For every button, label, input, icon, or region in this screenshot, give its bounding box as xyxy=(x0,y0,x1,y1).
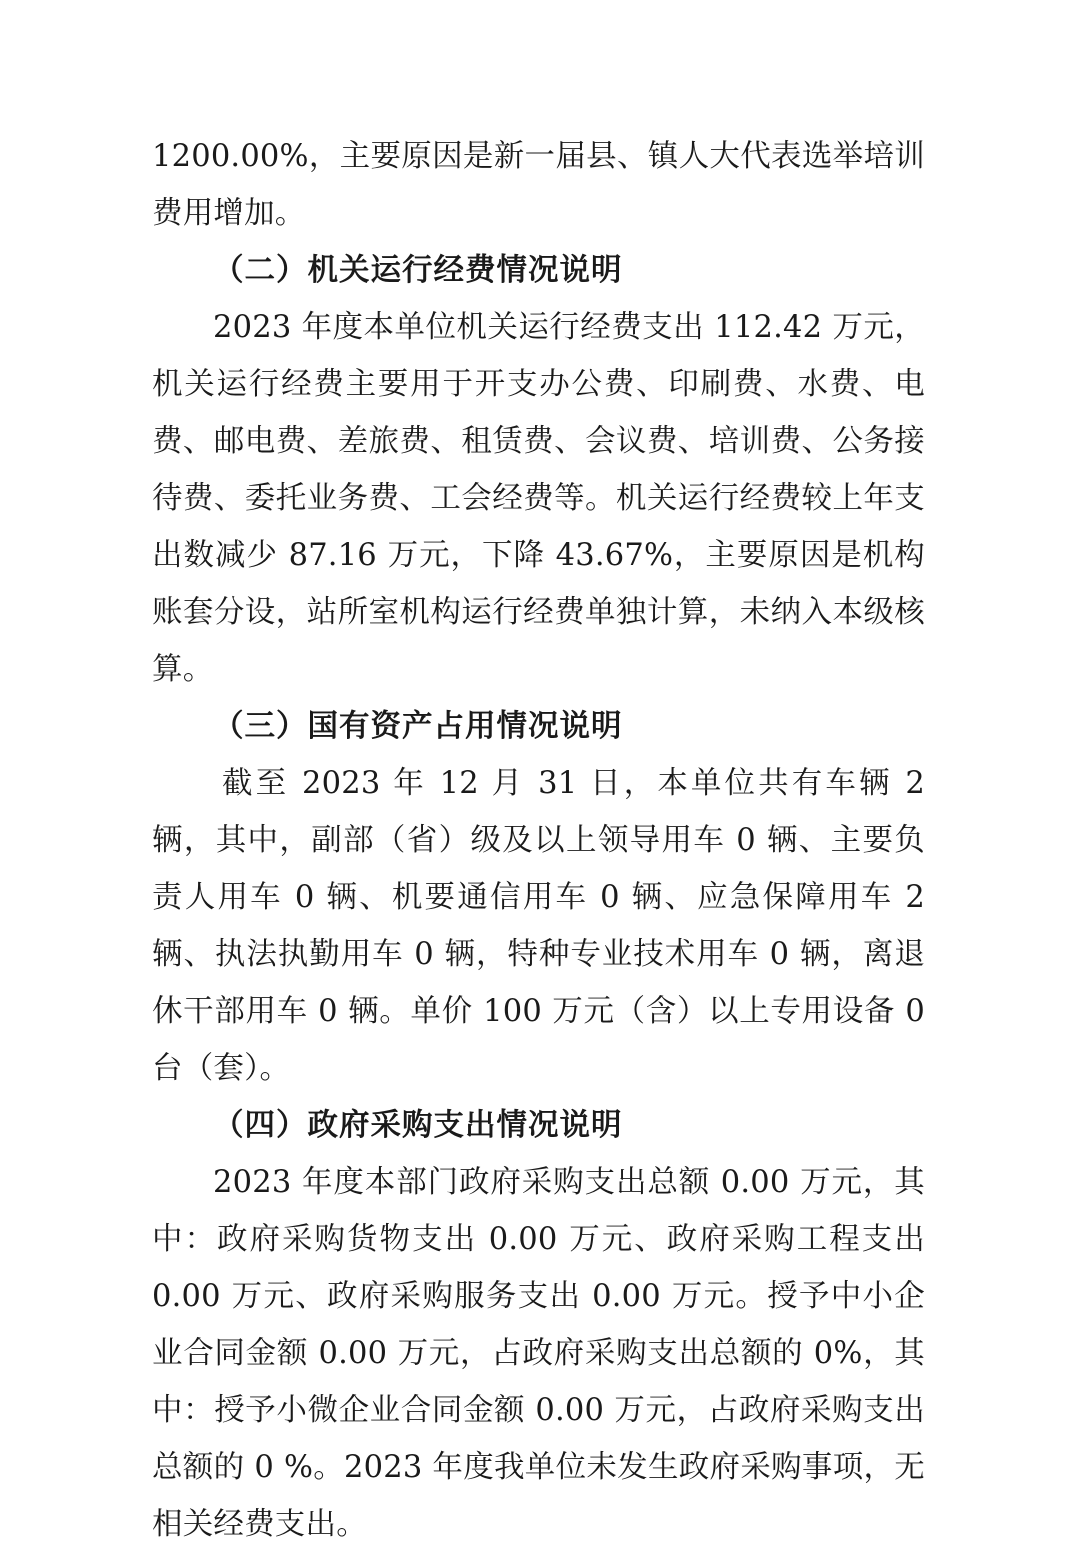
heading-section-three: （三）国有资产占用情况说明 xyxy=(213,708,623,744)
document-body xyxy=(152,128,925,1553)
heading-section-four: （四）政府采购支出情况说明 xyxy=(213,1107,623,1143)
paragraph-continued: 1200.00%，主要原因是新一届县、镇人大代表选举培训费用增加。 xyxy=(152,139,925,231)
paragraph-section-three: 截至 2023 年 12 月 31 日，本单位共有车辆 2 辆，其中，副部（省）级及以上领导用车 0 辆、主要负责人用车 0 辆、机要通信用车 0 辆、应急保障用车 2 辆、执法执勤用车 0 辆，特种专业技术用车 0 辆，离退休干部用车 0 辆。单价 100 万元（含）以上专用设备 0 台（套）。 xyxy=(152,766,925,1086)
heading-section-two: （二）机关运行经费情况说明 xyxy=(213,252,623,288)
paragraph-section-four: 2023 年度本部门政府采购支出总额 0.00 万元，其中：政府采购货物支出 0.00 万元、政府采购工程支出 0.00 万元、政府采购服务支出 0.00 万元。授予中小企业合同金额 0.00 万元，占政府采购支出总额的 0%，其中：授予小微企业合同金额 0.00 万元，占政府采购支出总额的 0 %。2023 年度我单位未发生政府采购事项，无相关经费支出。 xyxy=(152,1165,925,1542)
paragraph-section-two: 2023 年度本单位机关运行经费支出 112.42 万元，机关运行经费主要用于开支办公费、印刷费、水费、电费、邮电费、差旅费、租赁费、会议费、培训费、公务接待费、委托业务费、工会经费等。机关运行经费较上年支出数减少 87.16 万元，下降 43.67%，主要原因是机构账套分设，站所室机构运行经费单独计算，未纳入本级核算。 xyxy=(152,310,925,687)
